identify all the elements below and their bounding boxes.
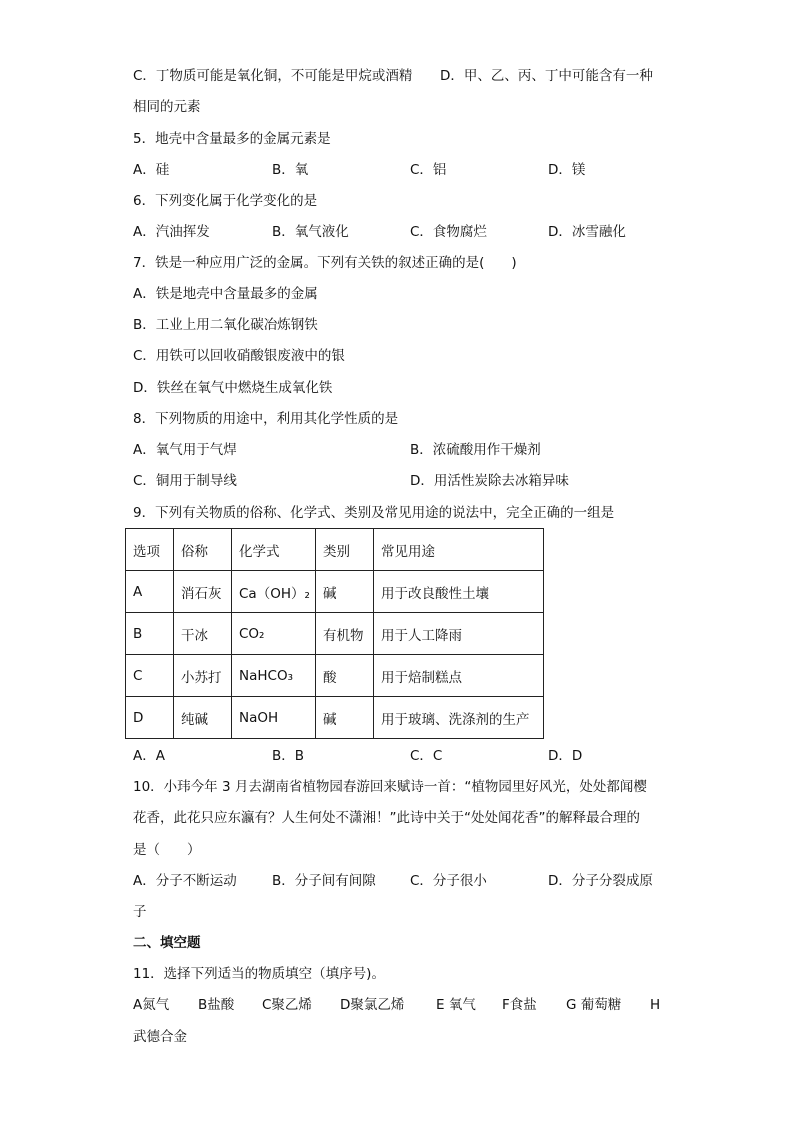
q7-option-c: C．用铁可以回收硝酸银废液中的银	[133, 348, 345, 364]
q4-option-d: D．甲、乙、丙、丁中可能含有一种	[440, 68, 653, 84]
q11-stem: 11．选择下列适当的物质填空（填序号)。	[133, 966, 385, 982]
q10-option-a: A．分子不断运动	[133, 873, 237, 889]
q7-option-b: B．工业上用二氧化碳冶炼钢铁	[133, 317, 318, 333]
q10-option-d: D．分子分裂成原	[548, 873, 653, 889]
table-cell: D	[126, 697, 174, 739]
q8-option-a: A．氧气用于气焊	[133, 442, 237, 458]
header-cell: 选项	[126, 529, 174, 571]
q11-choice: B盐酸	[198, 997, 235, 1013]
q8-stem: 8．下列物质的用途中，利用其化学性质的是	[133, 411, 399, 427]
section-title: 二、填空题	[133, 935, 201, 951]
q4-option-d-continued: 相同的元素	[133, 99, 201, 115]
q6-option-a: A．汽油挥发	[133, 224, 210, 240]
table-row	[126, 613, 544, 655]
table-header-row	[126, 529, 544, 571]
q6-stem: 6．下列变化属于化学变化的是	[133, 193, 318, 209]
q7-option-d: D．铁丝在氧气中燃烧生成氧化铁	[133, 380, 333, 396]
table-cell: 干冰	[174, 613, 232, 655]
q9-option-c: C．C	[410, 748, 443, 764]
header-cell: 化学式	[232, 529, 316, 571]
table-cell: 酸	[316, 655, 374, 697]
header-cell: 常见用途	[374, 529, 544, 571]
table-cell: C	[126, 655, 174, 697]
q10-stem-line3: 是（ ）	[133, 842, 201, 858]
q11-choice: E 氧气	[436, 997, 476, 1013]
header-cell: 俗称	[174, 529, 232, 571]
table-row	[126, 655, 544, 697]
q7-option-a: A．铁是地壳中含量最多的金属	[133, 286, 318, 302]
table-row	[126, 697, 544, 739]
q6-option-d: D．冰雪融化	[548, 224, 626, 240]
q7-stem: 7．铁是一种应用广泛的金属。下列有关铁的叙述正确的是( )	[133, 255, 517, 271]
q5-stem: 5．地壳中含量最多的金属元素是	[133, 131, 331, 147]
table-cell: 纯碱	[174, 697, 232, 739]
q11-choice: G 葡萄糖	[566, 997, 622, 1013]
q5-option-b: B．氧	[272, 162, 309, 178]
q8-option-b: B．浓硫酸用作干燥剂	[410, 442, 541, 458]
q11-choice: H	[650, 997, 661, 1013]
q6-option-b: B．氧气液化	[272, 224, 349, 240]
q9-stem: 9．下列有关物质的俗称、化学式、类别及常见用途的说法中，完全正确的一组是	[133, 505, 615, 521]
q9-option-b: B．B	[272, 748, 305, 764]
q11-choice: C聚乙烯	[262, 997, 312, 1013]
q10-stem-line2: 花香，此花只应东瀛有？人生何处不潇湘！”此诗中关于“处处闻花香”的解释最合理的	[133, 810, 640, 826]
q11-choice: D聚氯乙烯	[340, 997, 405, 1013]
table-cell: 小苏打	[174, 655, 232, 697]
q11-choice-continued: 武德合金	[133, 1029, 187, 1045]
table-cell: 碱	[316, 571, 374, 613]
header-cell: 类别	[316, 529, 374, 571]
table-cell: 用于人工降雨	[374, 613, 544, 655]
q4-option-c: C．丁物质可能是氧化铜，不可能是甲烷或酒精	[133, 68, 413, 84]
table-cell: 用于焙制糕点	[374, 655, 544, 697]
table-cell: CO₂	[232, 613, 316, 655]
table-cell: 用于玻璃、洗涤剂的生产	[374, 697, 544, 739]
table-cell: NaOH	[232, 697, 316, 739]
q9-option-d: D．D	[548, 748, 583, 764]
table-cell: B	[126, 613, 174, 655]
table-row	[126, 571, 544, 613]
table-cell: NaHCO₃	[232, 655, 316, 697]
q10-option-d-continued: 子	[133, 904, 147, 920]
table-cell: 消石灰	[174, 571, 232, 613]
q6-option-c: C．食物腐烂	[410, 224, 487, 240]
q9-table	[125, 528, 544, 739]
table-cell: A	[126, 571, 174, 613]
table-cell: Ca（OH）₂	[232, 571, 316, 613]
q11-choice: A氮气	[133, 997, 170, 1013]
q10-option-b: B．分子间有间隙	[272, 873, 376, 889]
q5-option-c: C．铝	[410, 162, 447, 178]
q5-option-a: A．硅	[133, 162, 170, 178]
q11-choice: F食盐	[502, 997, 537, 1013]
q10-option-c: C．分子很小	[410, 873, 487, 889]
table-cell: 用于改良酸性土壤	[374, 571, 544, 613]
q10-stem-line1: 10．小玮今年 3 月去湖南省植物园春游回来赋诗一首：“植物园里好风光，处处都闻樱	[133, 779, 647, 795]
q5-option-d: D．镁	[548, 162, 586, 178]
q8-option-d: D．用活性炭除去冰箱异味	[410, 473, 569, 489]
q9-option-a: A．A	[133, 748, 165, 764]
table-cell: 有机物	[316, 613, 374, 655]
q8-option-c: C．铜用于制导线	[133, 473, 237, 489]
table-cell: 碱	[316, 697, 374, 739]
